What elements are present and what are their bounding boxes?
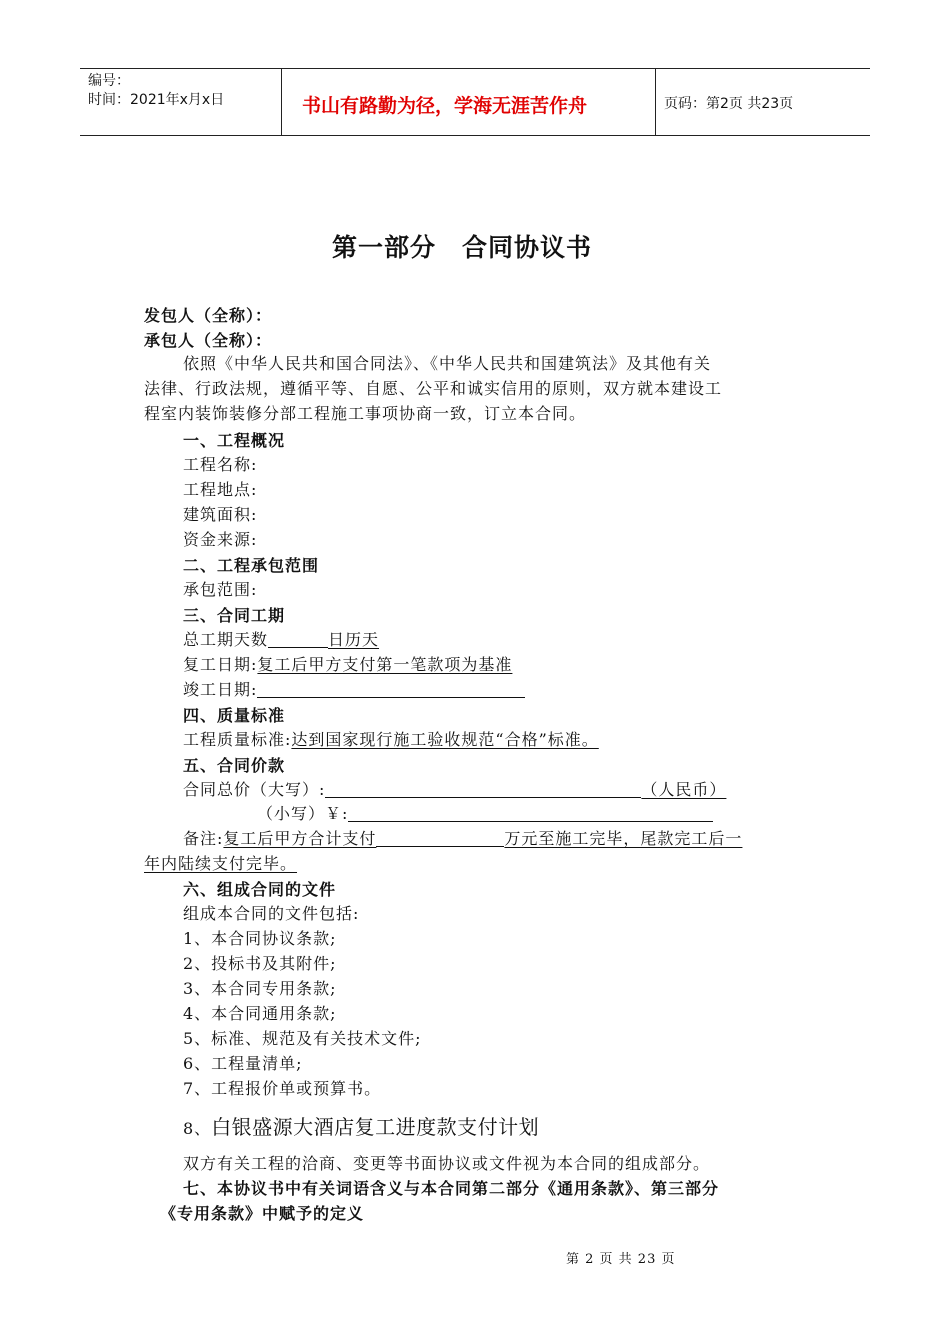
note-amount-blank: [376, 828, 504, 847]
document-item-3: 3、本合同专用条款;: [183, 979, 337, 998]
small-price-blank: [348, 803, 713, 822]
employer-label: 发包人（全称）：: [144, 306, 273, 325]
section-4-heading: 四、质量标准: [183, 706, 286, 725]
contractor-label: 承包人（全称）：: [144, 331, 273, 350]
building-area-label: 建筑面积:: [183, 505, 258, 524]
section-3-heading: 三、合同工期: [183, 606, 286, 625]
resume-date-label: 复工日期:: [183, 655, 258, 674]
document-item-5: 5、标准、规范及有关技术文件;: [183, 1029, 422, 1048]
document-item-4: 4、本合同通用条款;: [183, 1004, 337, 1023]
total-price-row: [183, 777, 726, 802]
documents-closing: 双方有关工程的洽商、变更等书面协议或文件视为本合同的组成部分。: [183, 1154, 711, 1173]
total-days-unit: 日历天: [328, 630, 380, 649]
page-title: 第一部分 合同协议书: [332, 233, 593, 262]
total-price-blank: [325, 779, 641, 798]
section-5-heading: 五、合同价款: [183, 756, 286, 775]
header-bottom-rule: [80, 135, 870, 136]
project-location-label: 工程地点:: [183, 480, 258, 499]
total-days-row: [183, 627, 379, 652]
funding-source-label: 资金来源:: [183, 530, 258, 549]
note-part-1: 复工后甲方合计支付: [223, 829, 377, 848]
finish-date-blank: [257, 679, 525, 698]
document-item-1: 1、本合同协议条款;: [183, 929, 337, 948]
resume-date-value: 复工后甲方支付第一笔款项为基准: [257, 655, 513, 674]
currency-label: （人民币）: [641, 780, 727, 799]
note-row: [183, 826, 742, 851]
scope-label: 承包范围:: [183, 580, 258, 599]
document-item-2: 2、投标书及其附件;: [183, 954, 337, 973]
resume-date-row: [183, 652, 512, 677]
small-price-row: [257, 801, 713, 826]
document-item-8: [183, 1111, 539, 1141]
quality-label: 工程质量标准:: [183, 730, 292, 749]
header-number-label: 编号：: [88, 73, 130, 89]
header-divider-right: [655, 68, 656, 136]
section-7-line-1: 七、本协议书中有关词语含义与本合同第二部分《通用条款》、第三部分: [183, 1179, 720, 1198]
header-top-rule: [80, 68, 870, 69]
section-2-heading: 二、工程承包范围: [183, 556, 320, 575]
document-item-6: 6、工程量清单;: [183, 1054, 303, 1073]
section-7-line-2: 《专用条款》中赋予的定义: [160, 1204, 365, 1223]
total-price-label: 合同总价（大写）:: [183, 780, 326, 799]
quality-value: 达到国家现行施工验收规范“合格”标准。: [291, 730, 599, 749]
note-part-2: 万元至施工完毕，尾款完工后一: [504, 829, 743, 848]
section-6-heading: 六、组成合同的文件: [183, 880, 337, 899]
header-divider-left: [281, 68, 282, 136]
page-footer: 第 2 页 共 23 页: [566, 1252, 676, 1267]
quality-row: [183, 727, 599, 752]
documents-intro: 组成本合同的文件包括:: [183, 904, 360, 923]
header-page-label: 页码：第2页 共23页: [664, 96, 794, 112]
intro-line-3: 程室内装饰装修分部工程施工事项协商一致，订立本合同。: [144, 404, 587, 423]
finish-date-label: 竣工日期:: [183, 680, 258, 699]
total-days-blank: [268, 629, 328, 648]
total-days-label: 总工期天数: [183, 630, 269, 649]
note-label: 备注:: [183, 829, 224, 848]
header-motto: 书山有路勤为径，学海无涯苦作舟: [302, 95, 588, 117]
small-price-label: （小写）￥:: [257, 804, 349, 823]
header-date-label: 时间：2021年x月x日: [88, 92, 225, 108]
section-1-heading: 一、工程概况: [183, 431, 286, 450]
finish-date-row: [183, 677, 525, 702]
document-item-7: 7、工程报价单或预算书。: [183, 1079, 382, 1098]
document-item-8-number: 8、: [183, 1119, 212, 1138]
project-name-label: 工程名称:: [183, 455, 258, 474]
intro-line-1: 依照《中华人民共和国合同法》、《中华人民共和国建筑法》及其他有关: [183, 354, 712, 373]
intro-line-2: 法律、行政法规，遵循平等、自愿、公平和诚实信用的原则，双方就本建设工: [144, 379, 723, 398]
note-line-2: 年内陆续支付完毕。: [144, 854, 298, 873]
document-item-8-text: 白银盛源大酒店复工进度款支付计划: [211, 1115, 540, 1139]
